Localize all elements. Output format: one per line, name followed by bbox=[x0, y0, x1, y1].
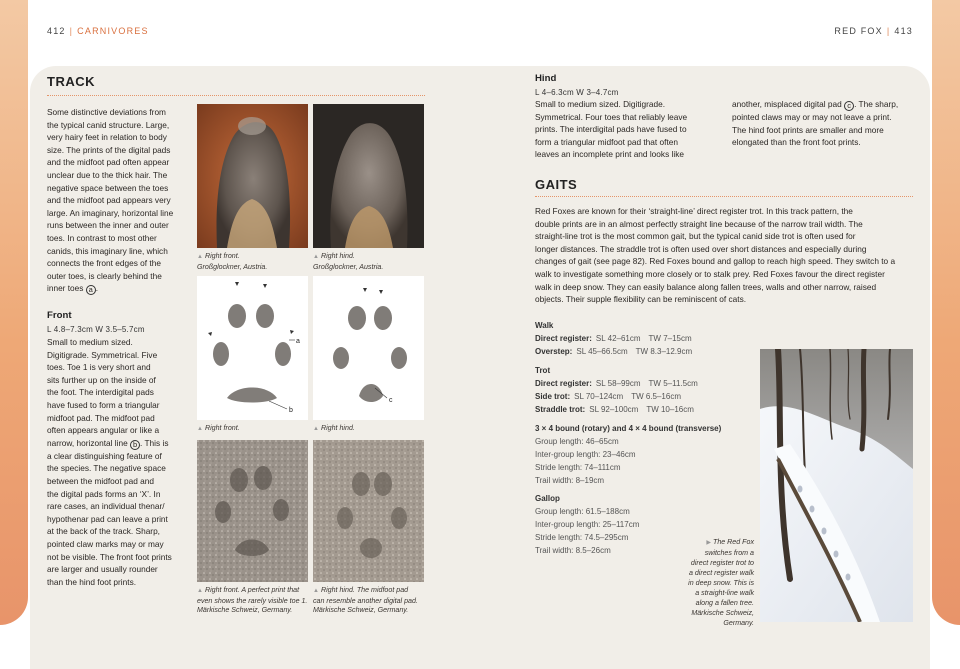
track-heading: TRACK bbox=[47, 74, 95, 89]
front-measurement: L 4.8–7.3cm W 3.5–5.7cm bbox=[47, 325, 145, 334]
bound-row: Stride length: 74–111cm bbox=[535, 463, 621, 472]
trot-row: Straddle trot: SL 92–100cm TW 10–16cm bbox=[535, 405, 694, 414]
text-line: pointed claws may or may not leave a print. bbox=[732, 112, 892, 122]
caption-right-front: ▲ Right front. Großglockner, Austria. bbox=[197, 252, 268, 271]
front-ground-print-photo bbox=[197, 440, 308, 582]
text-line: inner toes a . bbox=[47, 283, 99, 295]
right-running-header: RED FOX | 413 bbox=[834, 26, 913, 36]
front-track-drawing bbox=[197, 276, 308, 420]
caption-hind-ground: ▲ Right hind. The midfoot pad can resemble another digital pad. Märkische Schweiz, Germany. bbox=[313, 586, 418, 615]
text-line: longer distances. The straddle trot is often used over short distances and especially during bbox=[535, 243, 867, 254]
text-line: canids, this imaginary line, which bbox=[47, 245, 168, 256]
text-line: narrow, horizontal line b . This is bbox=[47, 437, 169, 449]
text-line: a clear distinguishing feature of bbox=[47, 450, 162, 461]
front-description bbox=[47, 336, 192, 588]
text-line: at the back of the track. Sharp, bbox=[47, 526, 160, 537]
bound-row: Trail width: 8–19cm bbox=[535, 476, 605, 485]
track-intro bbox=[47, 106, 192, 295]
caption-hind-drawing: ▲ Right hind. bbox=[313, 424, 355, 432]
text-line: objects. Their supple flexibility can be reminiscent of cats. bbox=[535, 294, 747, 305]
caption-snow-photo: ▶ The Red Fox switches from a direct register trot to a direct register walk in deep snow. This is a straight-line walk along a fallen tree. Märkische Schweiz, Germany. bbox=[688, 538, 754, 627]
right-front-paw-photo bbox=[197, 104, 308, 248]
drawing-label-a: a bbox=[296, 338, 300, 345]
text-line: leaves an incomplete print and looks like bbox=[535, 149, 684, 160]
caption-front-drawing: ▲ Right front. bbox=[197, 424, 240, 432]
trot-label: Trot bbox=[535, 366, 551, 375]
text-line: large. An imaginary, horizontal line bbox=[47, 207, 174, 218]
text-line: are larger and usually rounder bbox=[47, 564, 158, 575]
text-line: elongated than the front foot prints. bbox=[732, 137, 861, 148]
track-divider bbox=[47, 95, 425, 96]
text-line: walk in deep snow. They can easily balance along fallen trees, walls and other narrow, raised bbox=[535, 281, 877, 292]
text-line: Some distinctive deviations from bbox=[47, 107, 166, 117]
text-line: the foot. The interdigital pads bbox=[47, 387, 154, 398]
text-line: sits further up on the inside of bbox=[47, 374, 156, 385]
walk-label: Walk bbox=[535, 321, 554, 330]
text-line: negative space between the toes bbox=[47, 182, 169, 193]
text-line: often appears angular or like a bbox=[47, 425, 160, 436]
left-running-header: 412 | CARNIVORES bbox=[47, 26, 149, 36]
text-line: toes. In contrast to most other bbox=[47, 232, 157, 243]
text-line: The hind foot prints are smaller and more bbox=[732, 124, 884, 135]
text-line: between the midfoot pad and bbox=[47, 475, 155, 486]
text-line: connects the front edges of the bbox=[47, 258, 161, 269]
gaits-divider bbox=[535, 196, 913, 197]
gallop-row: Group length: 61.5–188cm bbox=[535, 507, 630, 516]
text-line: and the midfoot pad appears very bbox=[47, 195, 171, 206]
gaits-heading: GAITS bbox=[535, 177, 578, 192]
text-line: Small to medium sized. bbox=[47, 337, 133, 347]
left-page-edge bbox=[0, 0, 28, 625]
bound-label: 3 × 4 bound (rotary) and 4 × 4 bound (transverse) bbox=[535, 424, 722, 433]
text-line: rare cases, an individual thenar/ bbox=[47, 501, 165, 512]
text-line: the digital pads forms an ‘X’. In bbox=[47, 488, 161, 499]
text-line: have fused to form a triangular bbox=[47, 399, 160, 410]
snow-fox-trail-photo bbox=[760, 349, 913, 622]
marker-a: a bbox=[86, 285, 96, 295]
caption-front-ground: ▲ Right front. A perfect print that even shows the rarely visible toe 1. Märkische Schweiz, Germany. bbox=[197, 586, 308, 615]
caption-right-hind: ▲ Right hind. Großglockner, Austria. bbox=[313, 252, 384, 271]
bound-row: Group length: 46–65cm bbox=[535, 437, 619, 446]
gallop-label: Gallop bbox=[535, 494, 560, 503]
right-hind-paw-photo bbox=[313, 104, 424, 248]
text-line: runs between the inner and outer bbox=[47, 220, 169, 231]
marker-c: c bbox=[844, 101, 854, 111]
text-line: straight-line trot is the most common gait, but the typical canid side trot is often used for bbox=[535, 231, 856, 242]
text-line: than the hind foot prints. bbox=[47, 576, 137, 587]
text-line: outer toes, is clearly behind the bbox=[47, 270, 162, 281]
drawing-label-c: c bbox=[389, 397, 393, 404]
text-line: not be visible. The front foot prints bbox=[47, 551, 172, 562]
drawing-label-b: b bbox=[289, 407, 293, 414]
text-line: Symmetrical. Four toes that reliably leave bbox=[535, 111, 688, 122]
text-line: and the midfoot pad often appear bbox=[47, 157, 170, 168]
bound-row: Inter-group length: 23–46cm bbox=[535, 450, 636, 459]
hind-description-col1 bbox=[535, 98, 725, 161]
text-line: hypothenar pad can leave a print bbox=[47, 513, 168, 524]
text-line: changes of gait (see page 82). Red Foxes bound and gallop to reach high speed. They switch to a bbox=[535, 256, 896, 267]
hind-track-drawing bbox=[313, 276, 424, 420]
text-line: double prints are in an almost perfectly straight line because of the narrow trail width. The bbox=[535, 218, 863, 229]
walk-row: Direct register: SL 42–61cm TW 7–15cm bbox=[535, 334, 692, 343]
text-line: the typical canid structure. Large, bbox=[47, 119, 170, 130]
marker-b: b bbox=[130, 440, 140, 450]
trot-row: Direct register: SL 58–99cm TW 5–11.5cm bbox=[535, 379, 698, 388]
right-section-title: RED FOX bbox=[834, 26, 883, 36]
gaits-paragraph bbox=[535, 205, 917, 306]
text-line: toes. Toe 1 is very short and bbox=[47, 362, 151, 373]
right-page-number: 413 bbox=[894, 26, 913, 36]
left-page-number: 412 bbox=[47, 26, 66, 36]
text-line: Red Foxes are known for their ‘straight-line’ direct register trot. In this track pattern, the bbox=[535, 206, 853, 216]
text-line: pointed claw marks may or may bbox=[47, 538, 164, 549]
gallop-row: Trail width: 8.5–26cm bbox=[535, 546, 611, 555]
text-line: prints. The interdigital pads have fused to bbox=[535, 124, 687, 135]
left-section-title: CARNIVORES bbox=[77, 26, 149, 36]
walk-row: Overstep: SL 45–66.5cm TW 8.3–12.9cm bbox=[535, 347, 693, 356]
text-line: very hairy feet in relation to body bbox=[47, 132, 167, 143]
text-line: midfoot pad. The midfoot pad bbox=[47, 412, 155, 423]
text-line: form a triangular midfoot pad that often bbox=[535, 136, 678, 147]
hind-measurement: L 4–6.3cm W 3–4.7cm bbox=[535, 88, 619, 97]
trot-row: Side trot: SL 70–124cm TW 6.5–16cm bbox=[535, 392, 681, 401]
hind-description-col2 bbox=[732, 98, 917, 149]
text-line: Small to medium sized. Digitigrade. bbox=[535, 99, 666, 109]
text-line: unclear due to the thick hair. The bbox=[47, 169, 168, 180]
text-line: size. The prints of the digital pads bbox=[47, 144, 171, 155]
gallop-row: Stride length: 74.5–295cm bbox=[535, 533, 629, 542]
text-line: Digitigrade. Symmetrical. Five bbox=[47, 349, 158, 360]
hind-heading: Hind bbox=[535, 73, 557, 84]
gallop-row: Inter-group length: 25–117cm bbox=[535, 520, 640, 529]
front-heading: Front bbox=[47, 310, 72, 321]
text-line: walk to investigate something more closely or to stalk prey. Red Foxes favour the direct register bbox=[535, 268, 885, 279]
right-page-edge bbox=[932, 0, 960, 625]
text-line: another, misplaced digital pad c . The sharp, bbox=[732, 99, 899, 110]
text-line: the species. The negative space bbox=[47, 463, 166, 474]
hind-ground-print-photo bbox=[313, 440, 424, 582]
